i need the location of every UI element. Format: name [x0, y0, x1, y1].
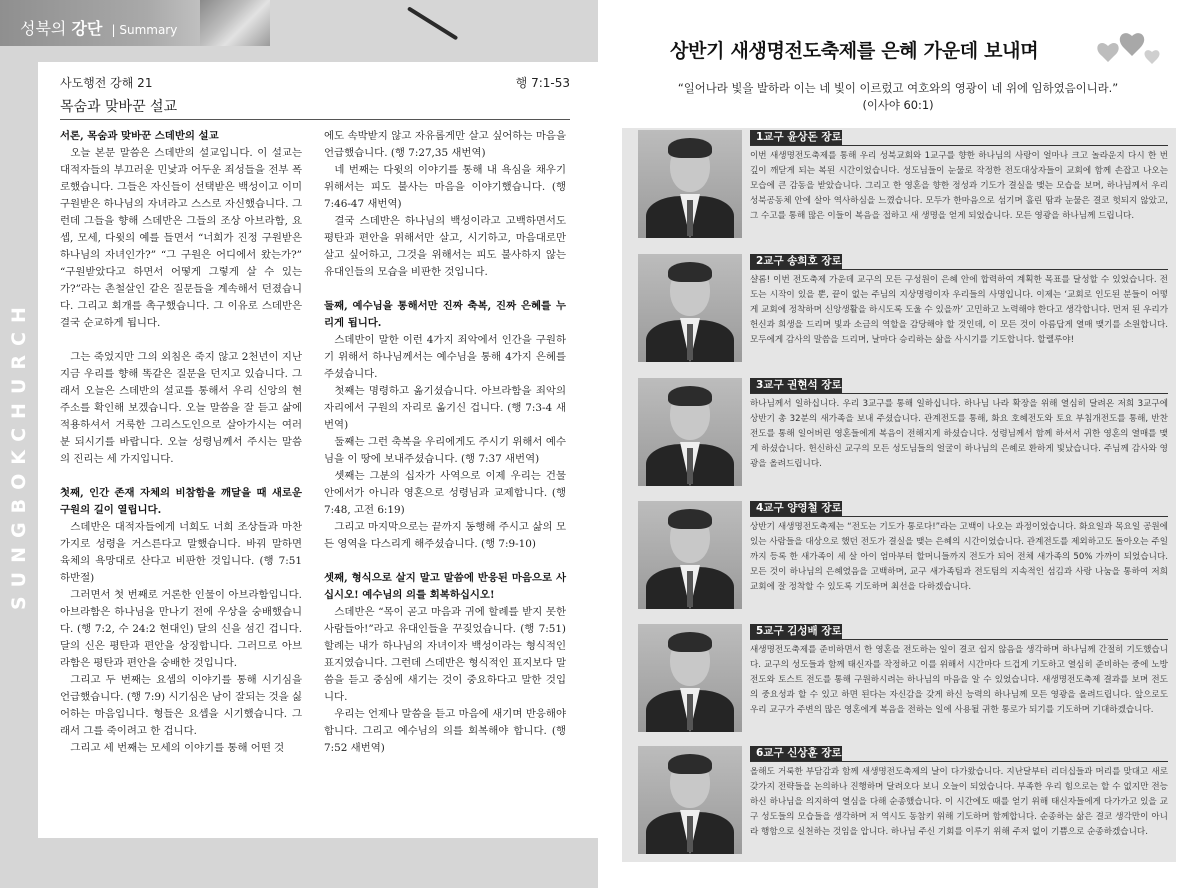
section-heading: 둘째, 예수님을 통해서만 진짜 축복, 진짜 은혜를 누리게 됩니다. — [324, 300, 566, 329]
body-paragraph: 스데반은 대적자들에게 너희도 너희 조상들과 마찬가지로 성령을 거스른다고 말했습니다. 바꿔 말하면 육체의 욕망대로 산다고 비판한 것입니다. (행 7:51 하반절) — [60, 521, 302, 584]
elder-photo — [638, 624, 742, 732]
elder-name: 3교구 권현석 장로 — [750, 378, 842, 393]
fountain-pen-icon — [407, 6, 458, 40]
sermon-column-1 — [60, 128, 302, 757]
section-header — [0, 0, 598, 46]
elder-text: 이번 새생명전도축제를 통해 우리 성북교회와 1교구를 향한 하나님의 사랑이 얼마나 크고 놀라운지 다시 한 번 깊이 깨닫게 되는 복된 시간이었습니다. 성도님들이 눈물로 작정한 전도대상자들이 교회에 함께 손잡고 나오는 모습에 큰 감동을 받았습니다. 그리고 한 영혼을 향한 정성과 기도가 결실을 맺는 모습을 보며, 하나님께서 우리 성북공동체 안에 살아 역사하심을 느꼈습니다. 모두가 한마음으로 섬기며 흘린 땀과 눈물은 결코 헛되지 않았고, 그 수고를 통해 많은 이들이 복음을 접하고 새 생명을 얻게 되었습니다. 모든 영광을 하나님께 드립니다. — [750, 151, 1168, 221]
name-divider — [750, 393, 1168, 394]
elder-photo — [638, 746, 742, 854]
sermon-title: 목숨과 맞바꾼 설교 — [60, 99, 178, 115]
body-paragraph: 에도 속박받지 않고 자유롭게만 살고 싶어하는 마음을 언급했습니다. (행 7:27,35 새번역) — [324, 130, 566, 159]
name-divider — [750, 516, 1168, 517]
body-paragraph: 그리고 세 번째는 모세의 이야기를 통해 어떤 것 — [70, 742, 285, 754]
elder-photo — [638, 501, 742, 609]
body-paragraph: 둘째는 그런 축복을 우리에게도 주시기 위해서 예수님을 이 땅에 보내주셨습니다. (행 7:37 새번역) — [324, 436, 566, 465]
body-paragraph: 스데반이 말한 이런 4가지 죄악에서 인간을 구원하기 위해서 하나님께서는 예수님을 통해 4가지 은혜를 주셨습니다. — [324, 334, 566, 380]
elder-text: 새생명전도축제를 준비하면서 한 영혼을 전도하는 일이 결코 쉽지 않음을 생각하며 하나님께 간절히 기도했습니다. 교구의 성도들과 함께 태신자를 작정하고 이를 위해서 시간마다 드겁게 기도하고 열심히 준비하는 중에 노방전도와 토스트 전도를 통해 구원하시려는 하나님의 마음을 알 수 있었습니다. 새생명전도축제 결과를 보며 전도의 중요성과 할 수 있고 하면 된다는 자신감을 갖게 하신 능력의 하나님께 모든 영광을 올려드립니다. 앞으로도 우리 교구가 주변의 많은 영혼에게 복음을 전하는 일에 사용될 귀한 통로가 되기를 기도하며 기대하겠습니다. — [750, 645, 1168, 715]
section-title-sub: | Summary — [111, 23, 178, 37]
body-paragraph: 그러면서 첫 번째로 거론한 인물이 아브라함입니다. 아브라함은 하나님을 만나기 전에 우상을 숭배했습니다. (행 7:2, 수 24:2 현대인) 달의 신을 섬긴 겁니다. 달의 신은 평탄과 편안을 상징합니다. 그러므로 아브라함은 평탄과 편안을 숭배한 것입니다. — [60, 589, 302, 669]
section-heading: 서론, 목숨과 맞바꾼 스데반의 설교 — [60, 130, 219, 142]
heart-shape — [1144, 50, 1159, 64]
article-title: 상반기 새생명전도축제를 은혜 가운데 보내며 — [670, 40, 1039, 62]
section-title-light: 성북의 — [20, 19, 67, 38]
elder-name: 6교구 신상훈 장로 — [750, 746, 842, 761]
name-divider — [750, 269, 1168, 270]
name-divider — [750, 761, 1168, 762]
testimonies-panel — [622, 128, 1176, 862]
body-paragraph: 네 번째는 다윗의 이야기를 통해 내 욕심을 채우기 위해서는 피도 불사는 마음을 이야기했습니다. (행 7:46-47 새번역) — [324, 164, 566, 210]
sermon-series: 사도행전 강해 21 — [60, 76, 153, 90]
body-paragraph: 셋째는 그분의 십자가 사역으로 이제 우리는 건물 안에서가 아니라 영혼으로 성령님과 교제합니다. (행 7:48, 고전 6:19) — [324, 470, 566, 516]
header-divider — [60, 119, 570, 120]
elder-text: 올해도 거룩한 부담감과 함께 새생명전도축제의 날이 다가왔습니다. 지난달부터 리더십들과 머리를 맞대고 새로 갖가지 전략들을 논의하나 진행하며 달려오다 보니 오늘이 되었습니다. 부족한 우리 힘으로는 할 수 없지만 전능하신 하나님을 의지하여 열심을 다해 순종했습니다. 이 시간에도 때를 얻기 위해 태신자들에게 다가가고 있을 교구 성도들의 모습들을 생각하며 저 역시도 동참키 위해 기도하며 함께합니다. 순종하는 삶은 결코 생각만이 아니라 행함으로 실천하는 것임을 압니다. 하나님 주신 기회를 이루기 위해 주저 없이 기쁨으로 순종하겠습니다. — [750, 767, 1168, 837]
body-paragraph: 스데반은 “목이 곧고 마음과 귀에 할례를 받지 못한 사람들아!”라고 유대인들을 꾸짖었습니다. (행 7:51) 할례는 내가 하나님의 자녀이자 백성이라는 형식적인 표지였습니다. 그런데 스데반은 형식적인 표지보다 말씀을 듣고 중심에 새기는 것이 중요하다고 말한 것입니다. — [324, 606, 566, 703]
body-paragraph: 그는 죽었지만 그의 외침은 죽지 않고 2천년이 지난 지금 우리를 향해 똑같은 질문을 던지고 있습니다. 그래서 오늘은 스데반의 설교를 통해서 우리 신앙의 현주소를 확인해 보겠습니다. 오늘 말씀을 잘 듣고 삶에 적용하셔서 거룩한 그리스도인으로 살아가시는 여러분 되시기를 바랍니다. 오늘 성령님께서 주시는 말씀의 진리는 세 가지입니다. — [60, 351, 302, 465]
elder-name: 4교구 양영철 장로 — [750, 501, 842, 516]
elder-text: 샬롬! 이번 전도축제 가운데 교구의 모든 구성원이 은혜 안에 합력하여 계획한 목표를 달성할 수 있었습니다. 전도는 시작이 있을 뿐, 끝이 없는 주님의 지상명령이자 우리들의 사명입니다. 이제는 ‘교회로 인도된 분들이 어떻게 교회에 정착하며 신앙생활을 하시도록 도울 수 있을까’ 고민하고 노력해야 한다고 생각합니다. 먼저 된 우리가 헌신과 희생을 드리며 빛과 소금의 역할을 감당해야 할 것인데, 이 모든 것이 아름답게 열매 맺기를 소원합니다. 모두에게 감사의 말씀을 드리며, 날마다 승리하는 삶을 사시기를 기도합니다. 할렐루야! — [750, 275, 1168, 345]
sermon-paper — [38, 62, 598, 838]
scripture-quote — [638, 80, 1158, 114]
quote-source: (이사야 60:1) — [862, 98, 934, 112]
section-title-bold: 강단 — [71, 19, 103, 38]
elder-name: 5교구 김성배 장로 — [750, 624, 842, 639]
section-heading: 셋째, 형식으로 살지 말고 말씀에 반응된 마음으로 사십시오! 예수님의 의를 회복하십시오! — [324, 572, 566, 601]
body-paragraph: 그리고 두 번째는 요셉의 이야기를 통해 시기심을 언급했습니다. (행 7:9) 시기심은 남이 잘되는 것을 싫어하는 마음입니다. 형들은 요셉을 시기했습니다. 그래서 그를 죽이려고 한 겁니다. — [60, 674, 302, 737]
elder-name: 2교구 송희호 장로 — [750, 254, 842, 269]
sermon-header — [60, 74, 570, 116]
right-page — [598, 0, 1200, 888]
sermon-column-2 — [324, 128, 566, 757]
elder-text: 상반기 새생명전도축제는 “전도는 기도가 통로다!”라는 고백이 나오는 과정이었습니다. 화요일과 목요일 공원에 있는 사람들을 대상으로 했던 전도가 결실을 맺는 은혜의 시간이었습니다. 관계전도를 제외하고도 돌아오는 주일까지 등록 한 새가족이 세 살 아이 엄마부터 할머니들까지 전도가 되어 전체 새가족의 50% 가까이 되었습니다. 모든 것이 하나님의 은혜였음을 고백하며, 교구 새가족팀과 전도팀의 지속적인 섬김과 사랑 나눔을 통하여 저희 교회에 잘 정착할 수 있도록 기도하며 최선을 다하겠습니다. — [750, 522, 1168, 592]
elder-photo — [638, 254, 742, 362]
quote-text: “일어나라 빛을 발하라 이는 네 빛이 이르렀고 여호와의 영광이 네 위에 임하였음이니라.” — [677, 81, 1119, 95]
body-paragraph: 첫째는 명령하고 옮기셨습니다. 아브라함을 죄악의 자리에서 구원의 자리로 옮기신 겁니다. (행 7:3-4 새번역) — [324, 385, 566, 431]
name-divider — [750, 145, 1168, 146]
section-title — [20, 16, 177, 39]
elder-text: 하나님께서 일하십니다. 우리 3교구를 통해 일하십니다. 하나님 나라 확장을 위해 열심히 달려온 저희 3교구에 상반기 총 32분의 새가족을 보내 주셨습니다. 관계전도를 통해, 화요 호혜전도와 토요 부침개전도를 통해, 반찬전도를 통해 일어버린 영혼들에게 복음이 전해지게 하셨습니다. 성령님께서 함께 하셔서 귀한 영혼의 열매를 맺게 하셨습니다. 헌신하신 교구의 모든 성도님들의 얼굴이 하나님의 은혜로 환하게 빛났습니다. 주님께 감사와 영광을 올려드립니다. — [750, 399, 1168, 469]
body-paragraph: 오늘 본문 말씀은 스데반의 설교입니다. 이 설교는 대적자들의 부끄러운 민낯과 어두운 죄성들을 전부 폭로했습니다. 그들은 자신들이 선택받은 백성이고 이미 구원받은 하나님의 자녀라고 스스로 자신했습니다. 그런데 그들을 향해 스데반은 그들의 조상 아브라함, 요셉, 모세, 다윗의 예를 들면서 “너희가 진정 구원받은 하나님의 자녀인가?” “그 구원은 어디에서 왔는가?” “구원받았다고 하면서 어떻게 그렇게 살 수 있는가?”라는 촌철살인 같은 질문들을 계속해서 던졌습니다. 그리고 회개를 촉구했습니다. 그 이유로 스데반은 결국 순교하게 됩니다. — [60, 147, 302, 329]
hearts-icon — [1094, 24, 1164, 76]
elder-photo — [638, 378, 742, 486]
left-page — [0, 0, 598, 888]
side-church-label: SUNGBOKCHURCH — [8, 298, 30, 610]
section-heading: 첫째, 인간 존재 자체의 비참함을 깨달을 때 새로운 구원의 길이 열립니다. — [60, 487, 302, 516]
heart-shape — [1120, 33, 1144, 56]
pen-writing-image — [200, 0, 270, 46]
body-paragraph: 결국 스데반은 하나님의 백성이라고 고백하면서도 평탄과 편안을 위해서만 살고, 시기하고, 마음대로만 살고 싶어하고, 그것을 위해서는 피도 불사하지 않는 유대인들의 모습을 비판한 것입니다. — [324, 215, 566, 278]
scripture-reference: 행 7:1-53 — [515, 76, 570, 90]
elder-photo — [638, 130, 742, 238]
body-paragraph: 그리고 마지막으로는 끝까지 동행해 주시고 삶의 모든 영역을 다스리게 해주셨습니다. (행 7:9-10) — [324, 521, 566, 550]
elder-name: 1교구 윤상돈 장로 — [750, 130, 842, 145]
body-paragraph: 우리는 언제나 말씀을 듣고 마음에 새기며 반응해야 합니다. 그리고 예수님의 의를 회복해야 합니다. (행 7:52 새번역) — [324, 708, 566, 754]
heart-shape — [1097, 43, 1118, 62]
name-divider — [750, 639, 1168, 640]
